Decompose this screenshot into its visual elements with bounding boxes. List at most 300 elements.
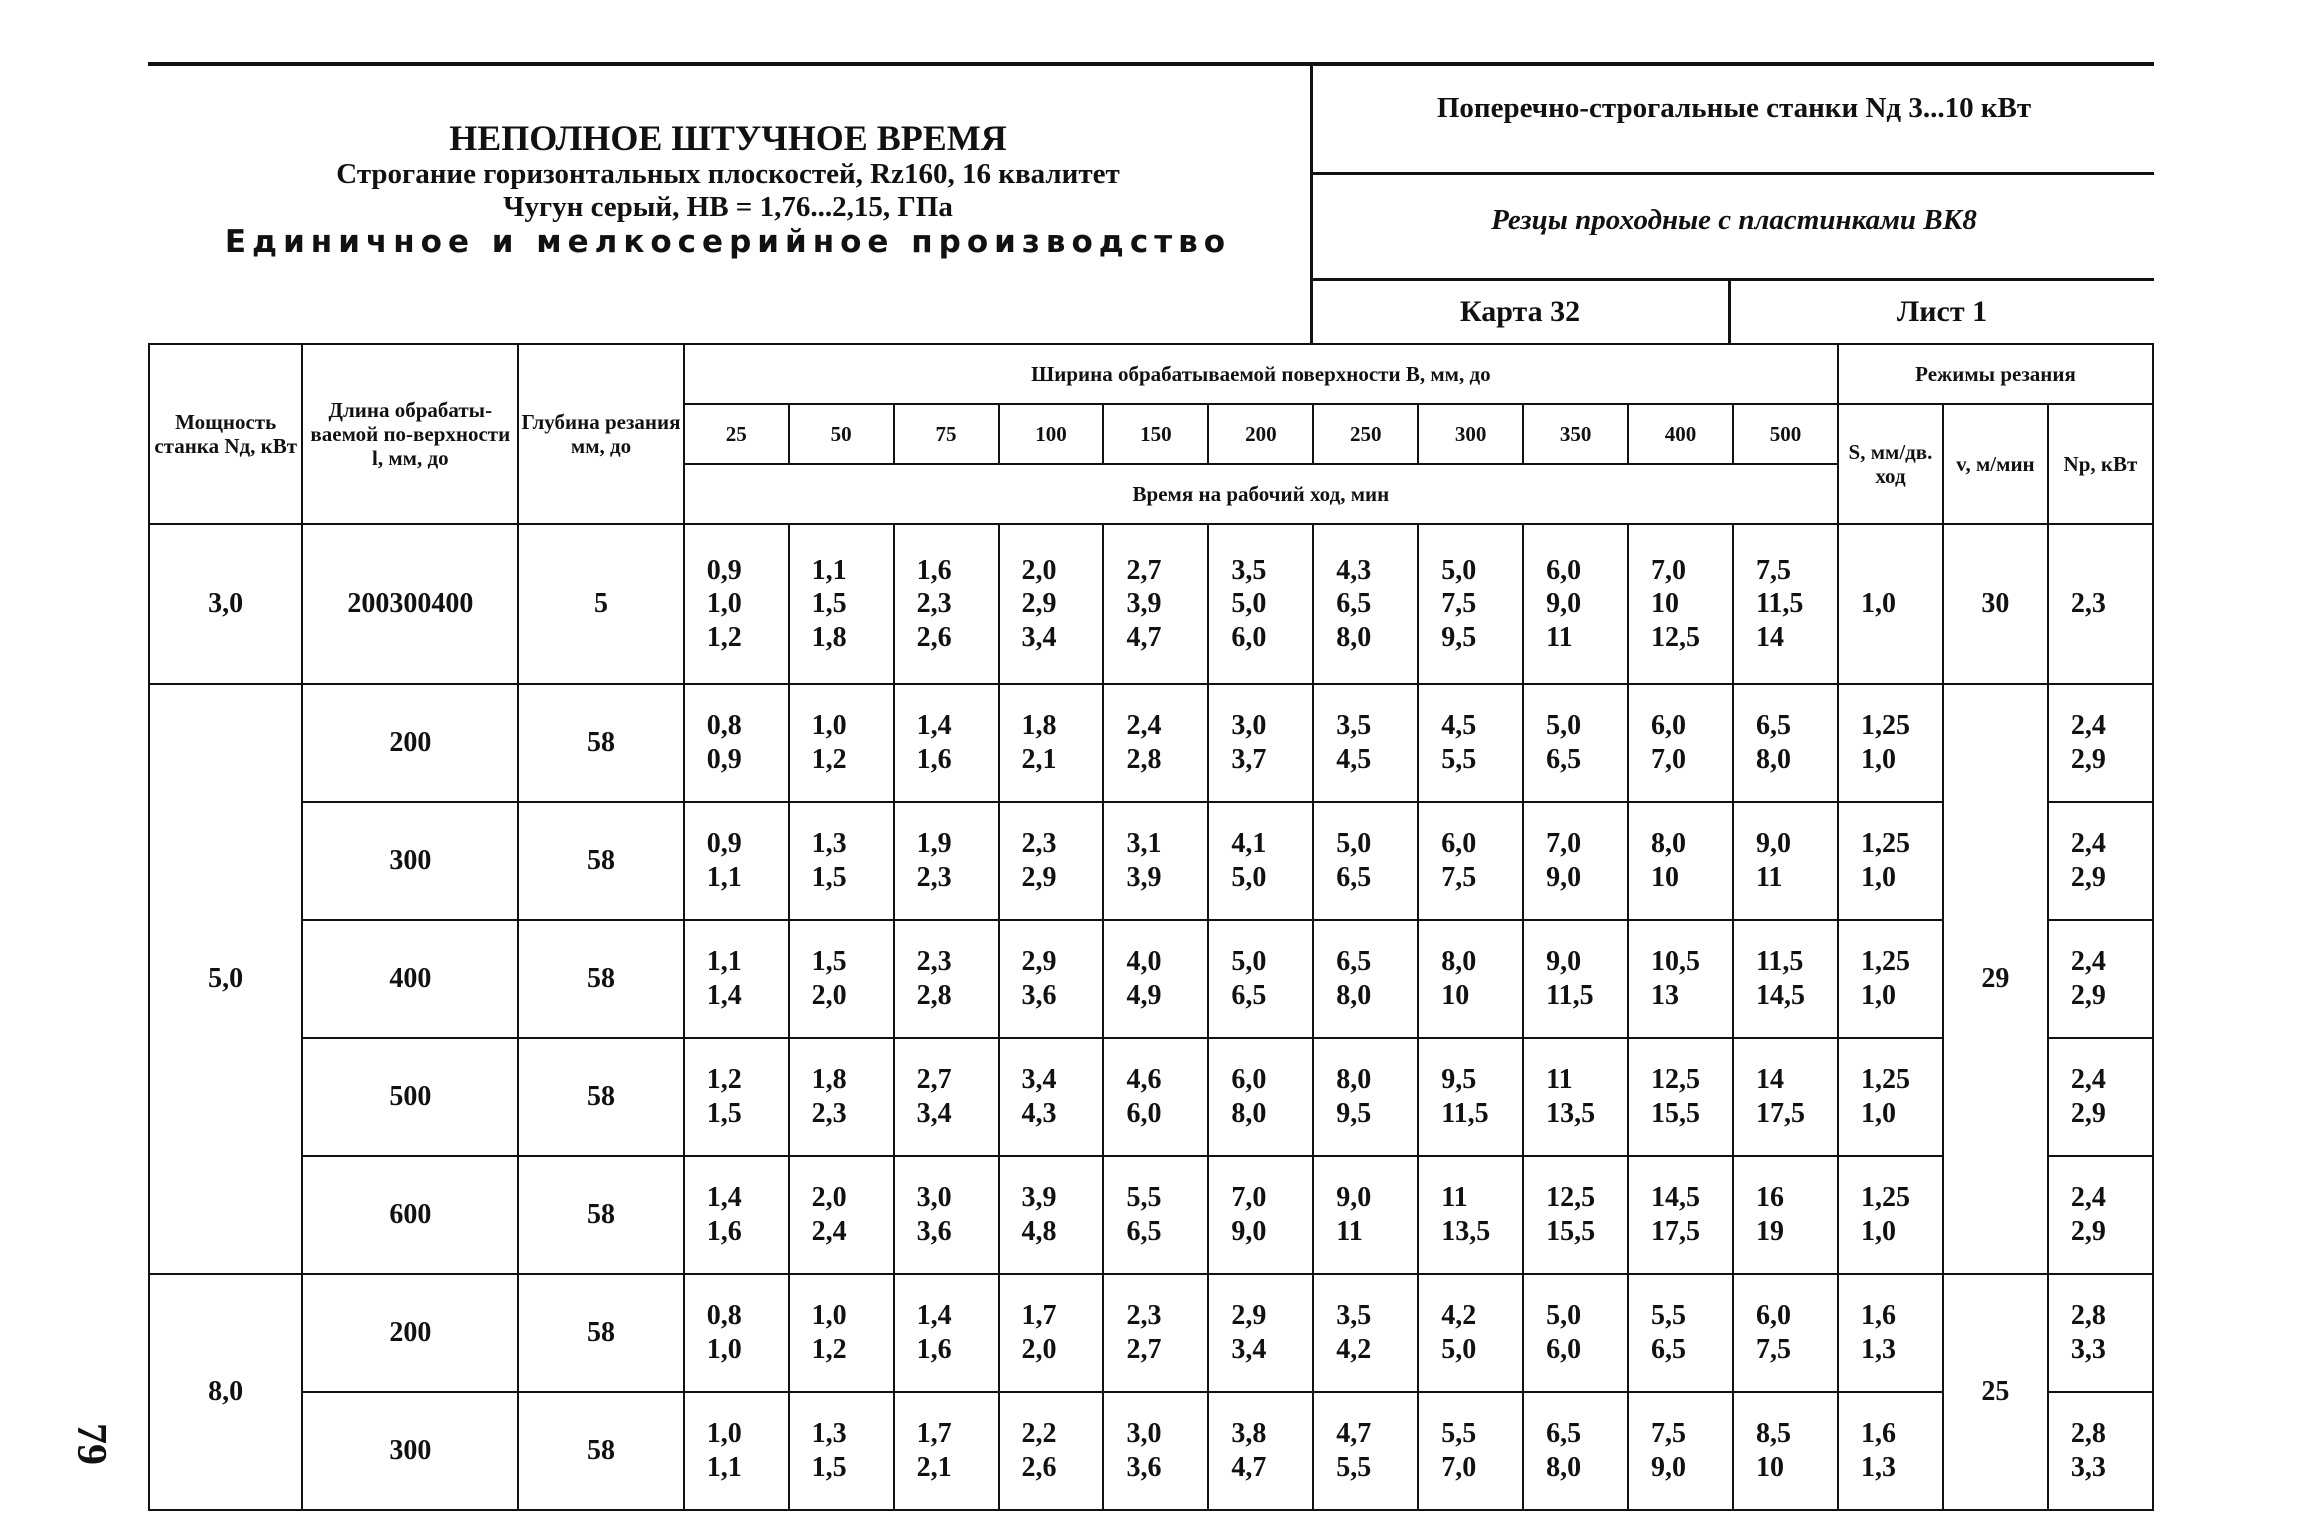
time-cell	[1733, 920, 1838, 1038]
cut-power-cell	[2048, 1156, 2153, 1274]
cell-value: 10	[1441, 980, 1470, 1011]
feed-cell	[1838, 802, 1943, 920]
header-title-block	[148, 118, 1308, 260]
cell-value: 6,5	[1546, 744, 1582, 775]
cell-value: 6,5	[1336, 946, 1372, 978]
cell-value: 3,4	[1021, 621, 1057, 653]
cell-value: 400	[389, 963, 432, 995]
time-cell	[1523, 920, 1628, 1038]
cell-value: 0,9	[706, 744, 742, 775]
length-cell	[302, 1274, 518, 1392]
cell-value: 11	[1546, 1064, 1573, 1096]
time-cell	[1418, 1392, 1523, 1510]
depth-cell	[518, 684, 683, 802]
cell-value: 1,6	[1861, 1418, 1897, 1450]
time-cell	[1103, 802, 1208, 920]
time-cell	[1208, 802, 1313, 920]
cell-value: 7,0	[1651, 554, 1687, 586]
time-cell	[1628, 920, 1733, 1038]
cell-value: 4,6	[1126, 1064, 1162, 1096]
cell-value: 3,9	[1126, 862, 1162, 893]
time-cell	[684, 1038, 789, 1156]
time-cell	[1733, 524, 1838, 684]
time-cell	[1523, 684, 1628, 802]
width-300: 300	[1418, 404, 1523, 464]
cell-value: 3,9	[1021, 1182, 1057, 1214]
cell-value: 1,0	[1861, 862, 1897, 893]
cell-value: 2,9	[2070, 1216, 2106, 1247]
cell-value: 5	[587, 1081, 602, 1113]
time-cell	[789, 1392, 894, 1510]
width-250: 250	[1313, 404, 1418, 464]
cell-value: 5,0	[1231, 588, 1267, 620]
depth-cell	[518, 1156, 683, 1274]
cell-value: 1,4	[706, 1182, 742, 1214]
col-feed: S, мм/дв. ход	[1838, 404, 1943, 524]
cell-value: 10	[1651, 862, 1680, 893]
time-cell	[684, 684, 789, 802]
time-cell	[1313, 684, 1418, 802]
cell-value: 1,2	[811, 744, 847, 775]
time-cell	[1628, 1274, 1733, 1392]
cell-value: 2,3	[811, 1098, 847, 1129]
cell-value: 3,4	[1231, 1334, 1267, 1365]
cut-power-cell	[2048, 1038, 2153, 1156]
time-cell	[1628, 1156, 1733, 1274]
cell-value: 2,3	[916, 946, 952, 978]
cell-value: 2,9	[1021, 862, 1057, 893]
time-cell	[684, 802, 789, 920]
cell-value: 3,4	[1021, 1064, 1057, 1096]
cell-value: 2,9	[1021, 588, 1057, 620]
table-row	[149, 1156, 2153, 1274]
cell-value: 1,1	[811, 554, 847, 586]
cell-value: 5	[587, 727, 602, 759]
cell-value: 1,25	[1861, 1182, 1911, 1214]
card-divider	[1728, 278, 1731, 343]
cell-value: 8	[601, 1435, 616, 1467]
cell-value: 17,5	[1755, 1098, 1805, 1129]
production-type: Единичное и мелкосерийное производство	[224, 224, 1232, 261]
cell-value: 1,0	[706, 1418, 742, 1450]
cell-value: 1,5	[706, 1098, 742, 1129]
length-cell	[302, 1156, 518, 1274]
col-depth: Глубина резания мм, до	[518, 344, 683, 524]
time-cell	[999, 524, 1104, 684]
col-length: Длина обрабаты-ваемой по-верхности l, мм, до	[302, 344, 518, 524]
time-cell	[1628, 802, 1733, 920]
cell-value: 6,5	[1336, 862, 1372, 893]
cell-value: 4,8	[1021, 1216, 1057, 1247]
cell-value: 5,5	[1651, 1300, 1687, 1332]
cell-value: 2,3	[2070, 588, 2106, 620]
rule-right-1	[1310, 172, 2154, 175]
cell-value: 3,0	[1126, 1418, 1162, 1450]
cell-value: 5,5	[1441, 1418, 1477, 1450]
cell-value: 300	[389, 1435, 432, 1467]
time-cell	[1523, 802, 1628, 920]
time-cell	[1103, 524, 1208, 684]
table-row	[149, 684, 2153, 802]
table-body	[149, 524, 2153, 1510]
cell-value: 3,9	[1126, 588, 1162, 620]
time-cell	[789, 920, 894, 1038]
sheet-number: Лист 1	[1896, 295, 1988, 328]
cell-value: 6,0	[1126, 1098, 1162, 1129]
depth-cell	[518, 920, 683, 1038]
card-number: Карта 32	[1459, 295, 1581, 328]
col-time: Время на рабочий ход, мин	[684, 464, 1838, 524]
cell-value: 8,5	[1755, 1418, 1791, 1450]
cell-value: 3,6	[1021, 980, 1057, 1011]
cell-value: 1,6	[916, 554, 952, 586]
feed-cell	[1838, 920, 1943, 1038]
cell-value: 1,1	[706, 1452, 742, 1483]
time-cell	[684, 920, 789, 1038]
document-title: НЕПОЛНОЕ ШТУЧНОЕ ВРЕМЯ	[449, 118, 1007, 158]
cell-value: 2,9	[2070, 1098, 2106, 1129]
cell-value: 16	[1755, 1182, 1784, 1214]
cell-value: 2,7	[1126, 1334, 1162, 1365]
cell-value: 11,5	[1755, 946, 1804, 978]
cell-value: 2,0	[811, 980, 847, 1011]
cell-value: 1,8	[1021, 710, 1057, 742]
cell-value: 1,7	[916, 1418, 952, 1450]
power-cell: 8,0	[149, 1274, 302, 1510]
table-row	[149, 1392, 2153, 1510]
feed-cell	[1838, 1156, 1943, 1274]
cell-value: 2,1	[916, 1452, 952, 1483]
cell-value: 300	[389, 845, 432, 877]
cell-value: 500	[389, 1081, 432, 1113]
cell-value: 3,4	[916, 1098, 952, 1129]
feed-cell	[1838, 1274, 1943, 1392]
time-cell	[1628, 1038, 1733, 1156]
time-cell	[894, 684, 999, 802]
cell-value: 2,4	[1126, 710, 1162, 742]
time-cell	[684, 524, 789, 684]
header-divider	[1310, 62, 1313, 343]
time-cell	[1103, 1038, 1208, 1156]
cut-power-cell	[2048, 1274, 2153, 1392]
cell-value: 1,2	[706, 621, 742, 653]
length-cell	[302, 1392, 518, 1510]
cell-value: 1,4	[706, 980, 742, 1011]
cell-value: 5,0	[1546, 710, 1582, 742]
cell-value: 6,0	[1441, 828, 1477, 860]
depth-cell	[518, 524, 683, 684]
power-cell: 5,0	[149, 684, 302, 1274]
depth-cell	[518, 802, 683, 920]
length-cell	[302, 684, 518, 802]
cell-value: 1,0	[1861, 744, 1897, 775]
cell-value: 8	[601, 963, 616, 995]
cell-value: 3,5	[1231, 554, 1267, 586]
cell-value: 2,8	[2070, 1418, 2106, 1450]
cell-value: 12,5	[1546, 1182, 1596, 1214]
col-speed: v, м/мин	[1943, 404, 2048, 524]
cell-value: 14	[1755, 621, 1784, 653]
table-row	[149, 920, 2153, 1038]
time-cell	[999, 1038, 1104, 1156]
cell-value: 10	[1755, 1452, 1784, 1483]
cell-value: 1,1	[706, 862, 742, 893]
depth-cell	[518, 1392, 683, 1510]
cell-value: 8,0	[1755, 744, 1791, 775]
cell-value: 1,0	[706, 1334, 742, 1365]
time-cell	[1103, 684, 1208, 802]
cell-value: 8,0	[1651, 828, 1687, 860]
time-cell	[1208, 1392, 1313, 1510]
cell-value: 8,0	[1231, 1098, 1267, 1129]
cell-value: 2,0	[811, 1182, 847, 1214]
time-cell	[1208, 524, 1313, 684]
width-100: 100	[999, 404, 1104, 464]
table-row	[149, 524, 2153, 684]
cell-value: 1,6	[1861, 1300, 1897, 1332]
cell-value: 1,25	[1861, 710, 1911, 742]
time-cell	[789, 1038, 894, 1156]
cell-value: 2,9	[2070, 862, 2106, 893]
cell-value: 7,5	[1441, 588, 1477, 620]
cell-value: 9,0	[1336, 1182, 1372, 1214]
time-cell	[684, 1156, 789, 1274]
cell-value: 9,0	[1651, 1452, 1687, 1483]
time-cell	[789, 524, 894, 684]
cell-value: 2,7	[916, 1064, 952, 1096]
cell-value: 200	[347, 588, 390, 620]
cell-value: 0,9	[706, 828, 742, 860]
cut-power-cell	[2048, 802, 2153, 920]
time-cell	[1208, 1038, 1313, 1156]
table-row	[149, 1038, 2153, 1156]
cell-value: 1,7	[1021, 1300, 1057, 1332]
depth-cell	[518, 1038, 683, 1156]
time-cell	[789, 1274, 894, 1392]
length-cell	[302, 1038, 518, 1156]
time-cell	[999, 1156, 1104, 1274]
cell-value: 3,8	[1231, 1418, 1267, 1450]
cut-power-cell	[2048, 524, 2153, 684]
cell-value: 7,0	[1231, 1182, 1267, 1214]
width-500: 500	[1733, 404, 1838, 464]
speed-cell: 29	[1943, 684, 2048, 1274]
cell-value: 13	[1651, 980, 1680, 1011]
time-cell	[684, 1274, 789, 1392]
time-cell	[1418, 802, 1523, 920]
cell-value: 4,3	[1021, 1098, 1057, 1129]
cell-value: 2,4	[811, 1216, 847, 1247]
cell-value: 5,5	[1336, 1452, 1372, 1483]
time-cell	[1313, 1392, 1418, 1510]
norm-table	[148, 343, 2154, 1511]
cell-value: 1,0	[811, 1300, 847, 1332]
cell-value: 400	[431, 588, 474, 620]
cell-value: 4,5	[1336, 744, 1372, 775]
cell-value: 8	[601, 1317, 616, 1349]
cell-value: 6,5	[1546, 1418, 1582, 1450]
feed-cell	[1838, 1038, 1943, 1156]
cell-value: 6,0	[1231, 621, 1267, 653]
cell-value: 1,5	[811, 946, 847, 978]
cell-value: 8	[601, 1081, 616, 1113]
cell-value: 2,7	[1126, 554, 1162, 586]
cell-value: 2,4	[2070, 828, 2106, 860]
time-cell	[1523, 1156, 1628, 1274]
time-cell	[999, 1274, 1104, 1392]
time-cell	[894, 1274, 999, 1392]
cell-value: 6,5	[1126, 1216, 1162, 1247]
cell-value: 5	[594, 588, 609, 620]
length-cell	[302, 802, 518, 920]
cell-value: 2,4	[2070, 1064, 2106, 1096]
time-cell	[1628, 524, 1733, 684]
cell-value: 10,5	[1651, 946, 1701, 978]
cell-value: 5,0	[1231, 946, 1267, 978]
cut-power-cell	[2048, 684, 2153, 802]
cell-value: 5	[587, 845, 602, 877]
time-cell	[1418, 1038, 1523, 1156]
cell-value: 9,0	[1755, 828, 1791, 860]
cell-value: 200	[389, 727, 432, 759]
time-cell	[1313, 802, 1418, 920]
time-cell	[1313, 1274, 1418, 1392]
cell-value: 1,9	[916, 828, 952, 860]
time-cell	[1313, 524, 1418, 684]
time-cell	[1103, 1274, 1208, 1392]
cell-value: 3,3	[2070, 1334, 2106, 1365]
cell-value: 4,2	[1441, 1300, 1477, 1332]
time-cell	[999, 684, 1104, 802]
machine-type: Поперечно-строгальные станки Nд 3...10 кВт	[1436, 92, 2032, 124]
cell-value: 5,5	[1126, 1182, 1162, 1214]
time-cell	[999, 802, 1104, 920]
cell-value: 2,9	[1231, 1300, 1267, 1332]
time-cell	[1733, 802, 1838, 920]
cell-value: 14	[1755, 1064, 1784, 1096]
cell-value: 2,6	[1021, 1452, 1057, 1483]
speed-cell: 30	[1943, 524, 2048, 684]
time-cell	[1208, 684, 1313, 802]
time-cell	[999, 920, 1104, 1038]
cell-value: 2,4	[2070, 710, 2106, 742]
cell-value: 1,0	[1861, 1216, 1897, 1247]
page-number: 79	[68, 1423, 114, 1465]
time-cell	[1418, 920, 1523, 1038]
cell-value: 3,0	[1231, 710, 1267, 742]
speed-cell: 25	[1943, 1274, 2048, 1510]
cell-value: 10	[1651, 588, 1680, 620]
cell-value: 11	[1755, 862, 1783, 893]
cell-value: 1,0	[1861, 980, 1897, 1011]
time-cell	[1523, 1038, 1628, 1156]
time-cell	[999, 1392, 1104, 1510]
cell-value: 2,3	[916, 862, 952, 893]
cell-value: 4,3	[1336, 554, 1372, 586]
cell-value: 9,0	[1546, 588, 1582, 620]
cell-value: 1,4	[916, 1300, 952, 1332]
time-cell	[1733, 1392, 1838, 1510]
cell-value: 5,0	[1546, 1300, 1582, 1332]
cell-value: 7,5	[1755, 1334, 1791, 1365]
time-cell	[684, 1392, 789, 1510]
cell-value: 6,0	[1546, 554, 1582, 586]
cell-value: 11	[1441, 1182, 1468, 1214]
cut-power-cell	[2048, 1392, 2153, 1510]
time-cell	[789, 684, 894, 802]
cell-value: 2,9	[2070, 980, 2106, 1011]
cell-value: 5,0	[1231, 862, 1267, 893]
cell-value: 11,5	[1755, 588, 1804, 620]
cell-value: 6,0	[1231, 1064, 1267, 1096]
time-cell	[1523, 524, 1628, 684]
tool-type: Резцы проходные с пластинками ВК8	[1491, 204, 1977, 236]
cell-value: 2,2	[1021, 1418, 1057, 1450]
cell-value: 1,5	[811, 588, 847, 620]
cell-value: 4,5	[1441, 710, 1477, 742]
cell-value: 2,9	[2070, 744, 2106, 775]
time-cell	[1418, 1156, 1523, 1274]
cell-value: 5,0	[1441, 554, 1477, 586]
time-cell	[1523, 1274, 1628, 1392]
cell-value: 2,8	[1126, 744, 1162, 775]
col-modes-group: Режимы резания	[1838, 344, 2153, 404]
cell-value: 7,5	[1441, 862, 1477, 893]
cell-value: 8,0	[1336, 621, 1372, 653]
cell-value: 4,7	[1336, 1418, 1372, 1450]
cell-value: 9,5	[1441, 621, 1477, 653]
cell-value: 8	[601, 845, 616, 877]
cell-value: 13,5	[1546, 1098, 1596, 1129]
cell-value: 6,5	[1231, 980, 1267, 1011]
rule-right-2	[1310, 278, 2154, 281]
cell-value: 4,1	[1231, 828, 1267, 860]
cell-value: 6,5	[1651, 1334, 1687, 1365]
cell-value: 7,5	[1651, 1418, 1687, 1450]
cell-value: 2,0	[1021, 554, 1057, 586]
cell-value: 0,9	[706, 554, 742, 586]
cell-value: 12,5	[1651, 1064, 1701, 1096]
cell-value: 8,0	[1441, 946, 1477, 978]
time-cell	[789, 802, 894, 920]
cell-value: 5	[587, 1199, 602, 1231]
width-75: 75	[894, 404, 999, 464]
cell-value: 2,3	[1126, 1300, 1162, 1332]
cell-value: 6,0	[1546, 1334, 1582, 1365]
time-cell	[1103, 1392, 1208, 1510]
cell-value: 13,5	[1441, 1216, 1491, 1247]
cell-value: 3,5	[1336, 1300, 1372, 1332]
time-cell	[894, 1156, 999, 1274]
cell-value: 1,0	[811, 710, 847, 742]
time-cell	[1523, 1392, 1628, 1510]
cell-value: 1,5	[811, 1452, 847, 1483]
time-cell	[1313, 1156, 1418, 1274]
cell-value: 8	[601, 727, 616, 759]
table-row	[149, 802, 2153, 920]
cell-value: 1,0	[1861, 588, 1897, 620]
cell-value: 3,5	[1336, 710, 1372, 742]
cell-value: 7,0	[1651, 744, 1687, 775]
cell-value: 9,5	[1441, 1064, 1477, 1096]
cell-value: 5	[587, 1435, 602, 1467]
col-power: Мощность станка Nд, кВт	[149, 344, 302, 524]
cell-value: 0,8	[706, 710, 742, 742]
cell-value: 2,4	[2070, 946, 2106, 978]
width-350: 350	[1523, 404, 1628, 464]
cell-value: 0,8	[706, 1300, 742, 1332]
time-cell	[1313, 1038, 1418, 1156]
